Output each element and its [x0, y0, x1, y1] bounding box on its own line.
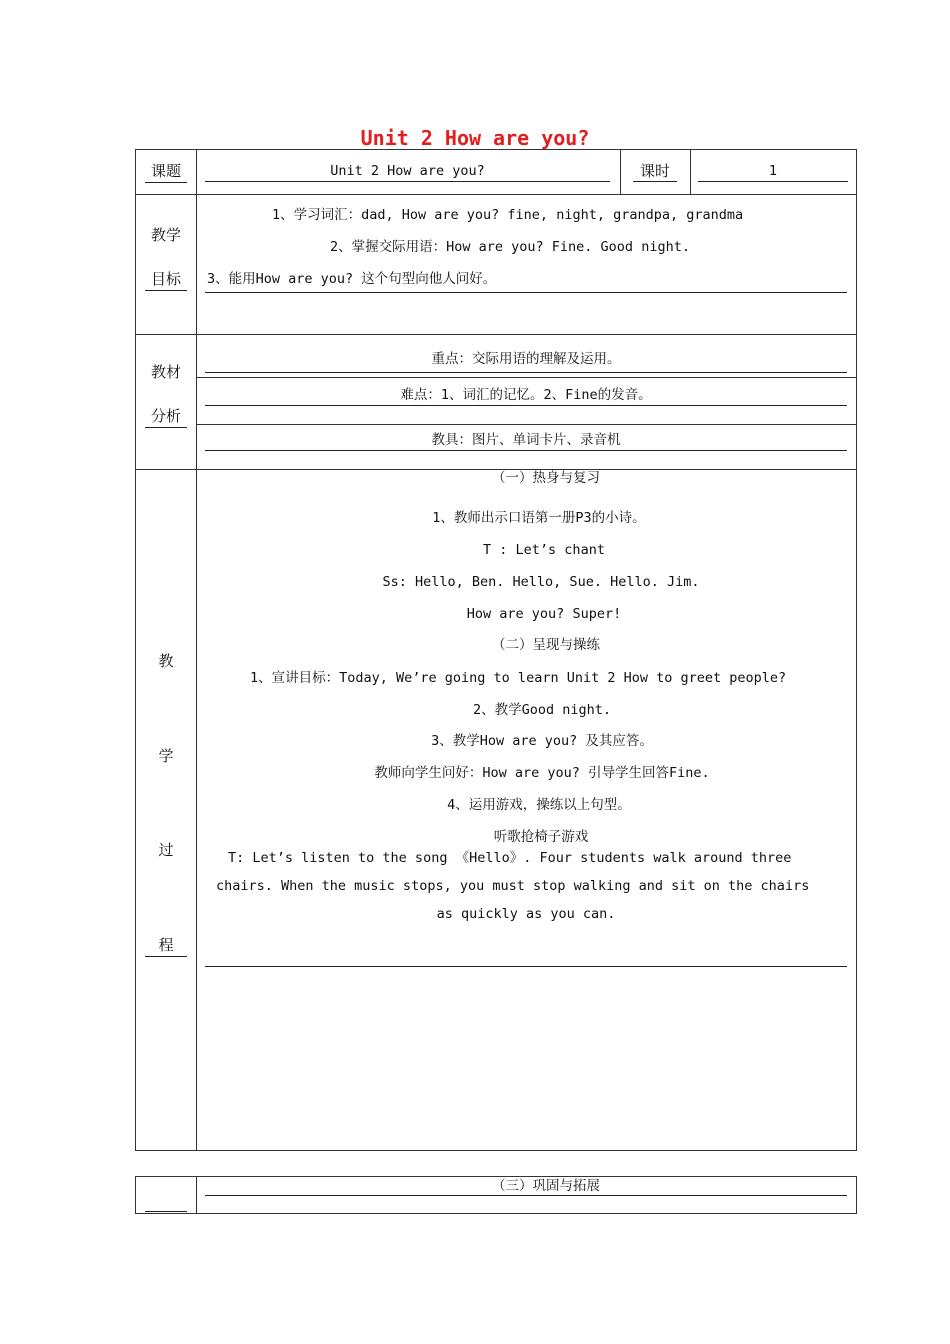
- process-label-2: 学: [158, 747, 174, 765]
- period-value: 1: [768, 163, 778, 179]
- process-line: 1、教师出示口语第一册P3的小诗。: [432, 510, 646, 526]
- process-line: 教师向学生问好：How are you? 引导学生回答Fine.: [374, 765, 710, 781]
- label-column-divider: [196, 149, 197, 1151]
- analysis-tools: 教具：图片、单词卡片、录音机: [431, 432, 621, 448]
- process-line: chairs. When the music stops, you must stop walking and sit on the chairs: [216, 878, 810, 894]
- process-line: 3、教学How are you? 及其应答。: [431, 733, 653, 749]
- analysis-label-1: 教材: [150, 363, 181, 381]
- objectives-label-underline: [145, 290, 187, 291]
- process-line: （二）呈现与操练: [492, 637, 600, 653]
- analysis-label-underline: [145, 427, 187, 428]
- tools-underline: [205, 450, 847, 451]
- topic-label: 课题: [150, 162, 181, 180]
- process-underline: [205, 966, 847, 967]
- continuation-label-underline: [145, 1211, 187, 1212]
- analysis-divider-2: [196, 424, 857, 425]
- objective-item-1: 1、学习词汇：dad, How are you? fine, night, grandpa, grandma: [272, 207, 744, 223]
- process-line: 1、宣讲目标：Today, We’re going to learn Unit 2 How to greet people?: [250, 670, 787, 686]
- continuation-heading-underline: [205, 1195, 847, 1196]
- process-label-1: 教: [158, 652, 174, 670]
- period-column-left: [620, 149, 621, 194]
- period-label: 课时: [639, 162, 670, 180]
- topic-value: Unit 2 How are you?: [330, 163, 485, 179]
- process-line: 听歌抢椅子游戏: [493, 829, 589, 845]
- process-line: T: Let’s listen to the song 《Hello》. Four students walk around three: [228, 850, 792, 866]
- process-label-underline: [145, 956, 187, 957]
- row-divider-header: [135, 194, 857, 195]
- analysis-divider-1: [196, 377, 857, 378]
- process-line: T : Let’s chant: [483, 542, 605, 558]
- topic-value-underline: [205, 181, 610, 182]
- process-line: How are you? Super!: [466, 606, 622, 622]
- objective-item-2: 2、掌握交际用语：How are you? Fine. Good night.: [330, 239, 690, 255]
- continuation-heading: （三）巩固与拓展: [492, 1178, 600, 1194]
- process-line: Ss: Hello, Ben. Hello, Sue. Hello. Jim.: [382, 574, 700, 590]
- topic-label-underline: [145, 182, 187, 183]
- analysis-difficulty: 难点：1、词汇的记忆。2、Fine的发音。: [400, 387, 652, 403]
- period-label-underline: [633, 181, 677, 182]
- process-label-4: 程: [158, 936, 174, 954]
- process-line: 2、教学Good night.: [472, 702, 612, 718]
- analysis-key-point: 重点：交际用语的理解及运用。: [431, 351, 621, 367]
- document-title: Unit 2 How are you?: [360, 126, 590, 150]
- objective-item-3: 3、能用How are you? 这个句型向他人问好。: [207, 271, 497, 287]
- objectives-label-2: 目标: [150, 270, 181, 288]
- period-column-right: [690, 149, 691, 194]
- analysis-label-2: 分析: [150, 407, 181, 425]
- objectives-label-1: 教学: [150, 226, 181, 244]
- difficulty-underline: [205, 405, 847, 406]
- key-point-underline: [205, 372, 847, 373]
- process-line: 4、运用游戏，操练以上句型。: [447, 797, 631, 813]
- process-line: （一）热身与复习: [492, 470, 600, 486]
- process-label-3: 过: [158, 841, 174, 859]
- objectives-underline: [205, 292, 847, 293]
- process-line: as quickly as you can.: [436, 906, 616, 922]
- row-divider-objectives: [135, 334, 857, 335]
- continuation-column-divider: [196, 1176, 197, 1214]
- period-value-underline: [698, 181, 848, 182]
